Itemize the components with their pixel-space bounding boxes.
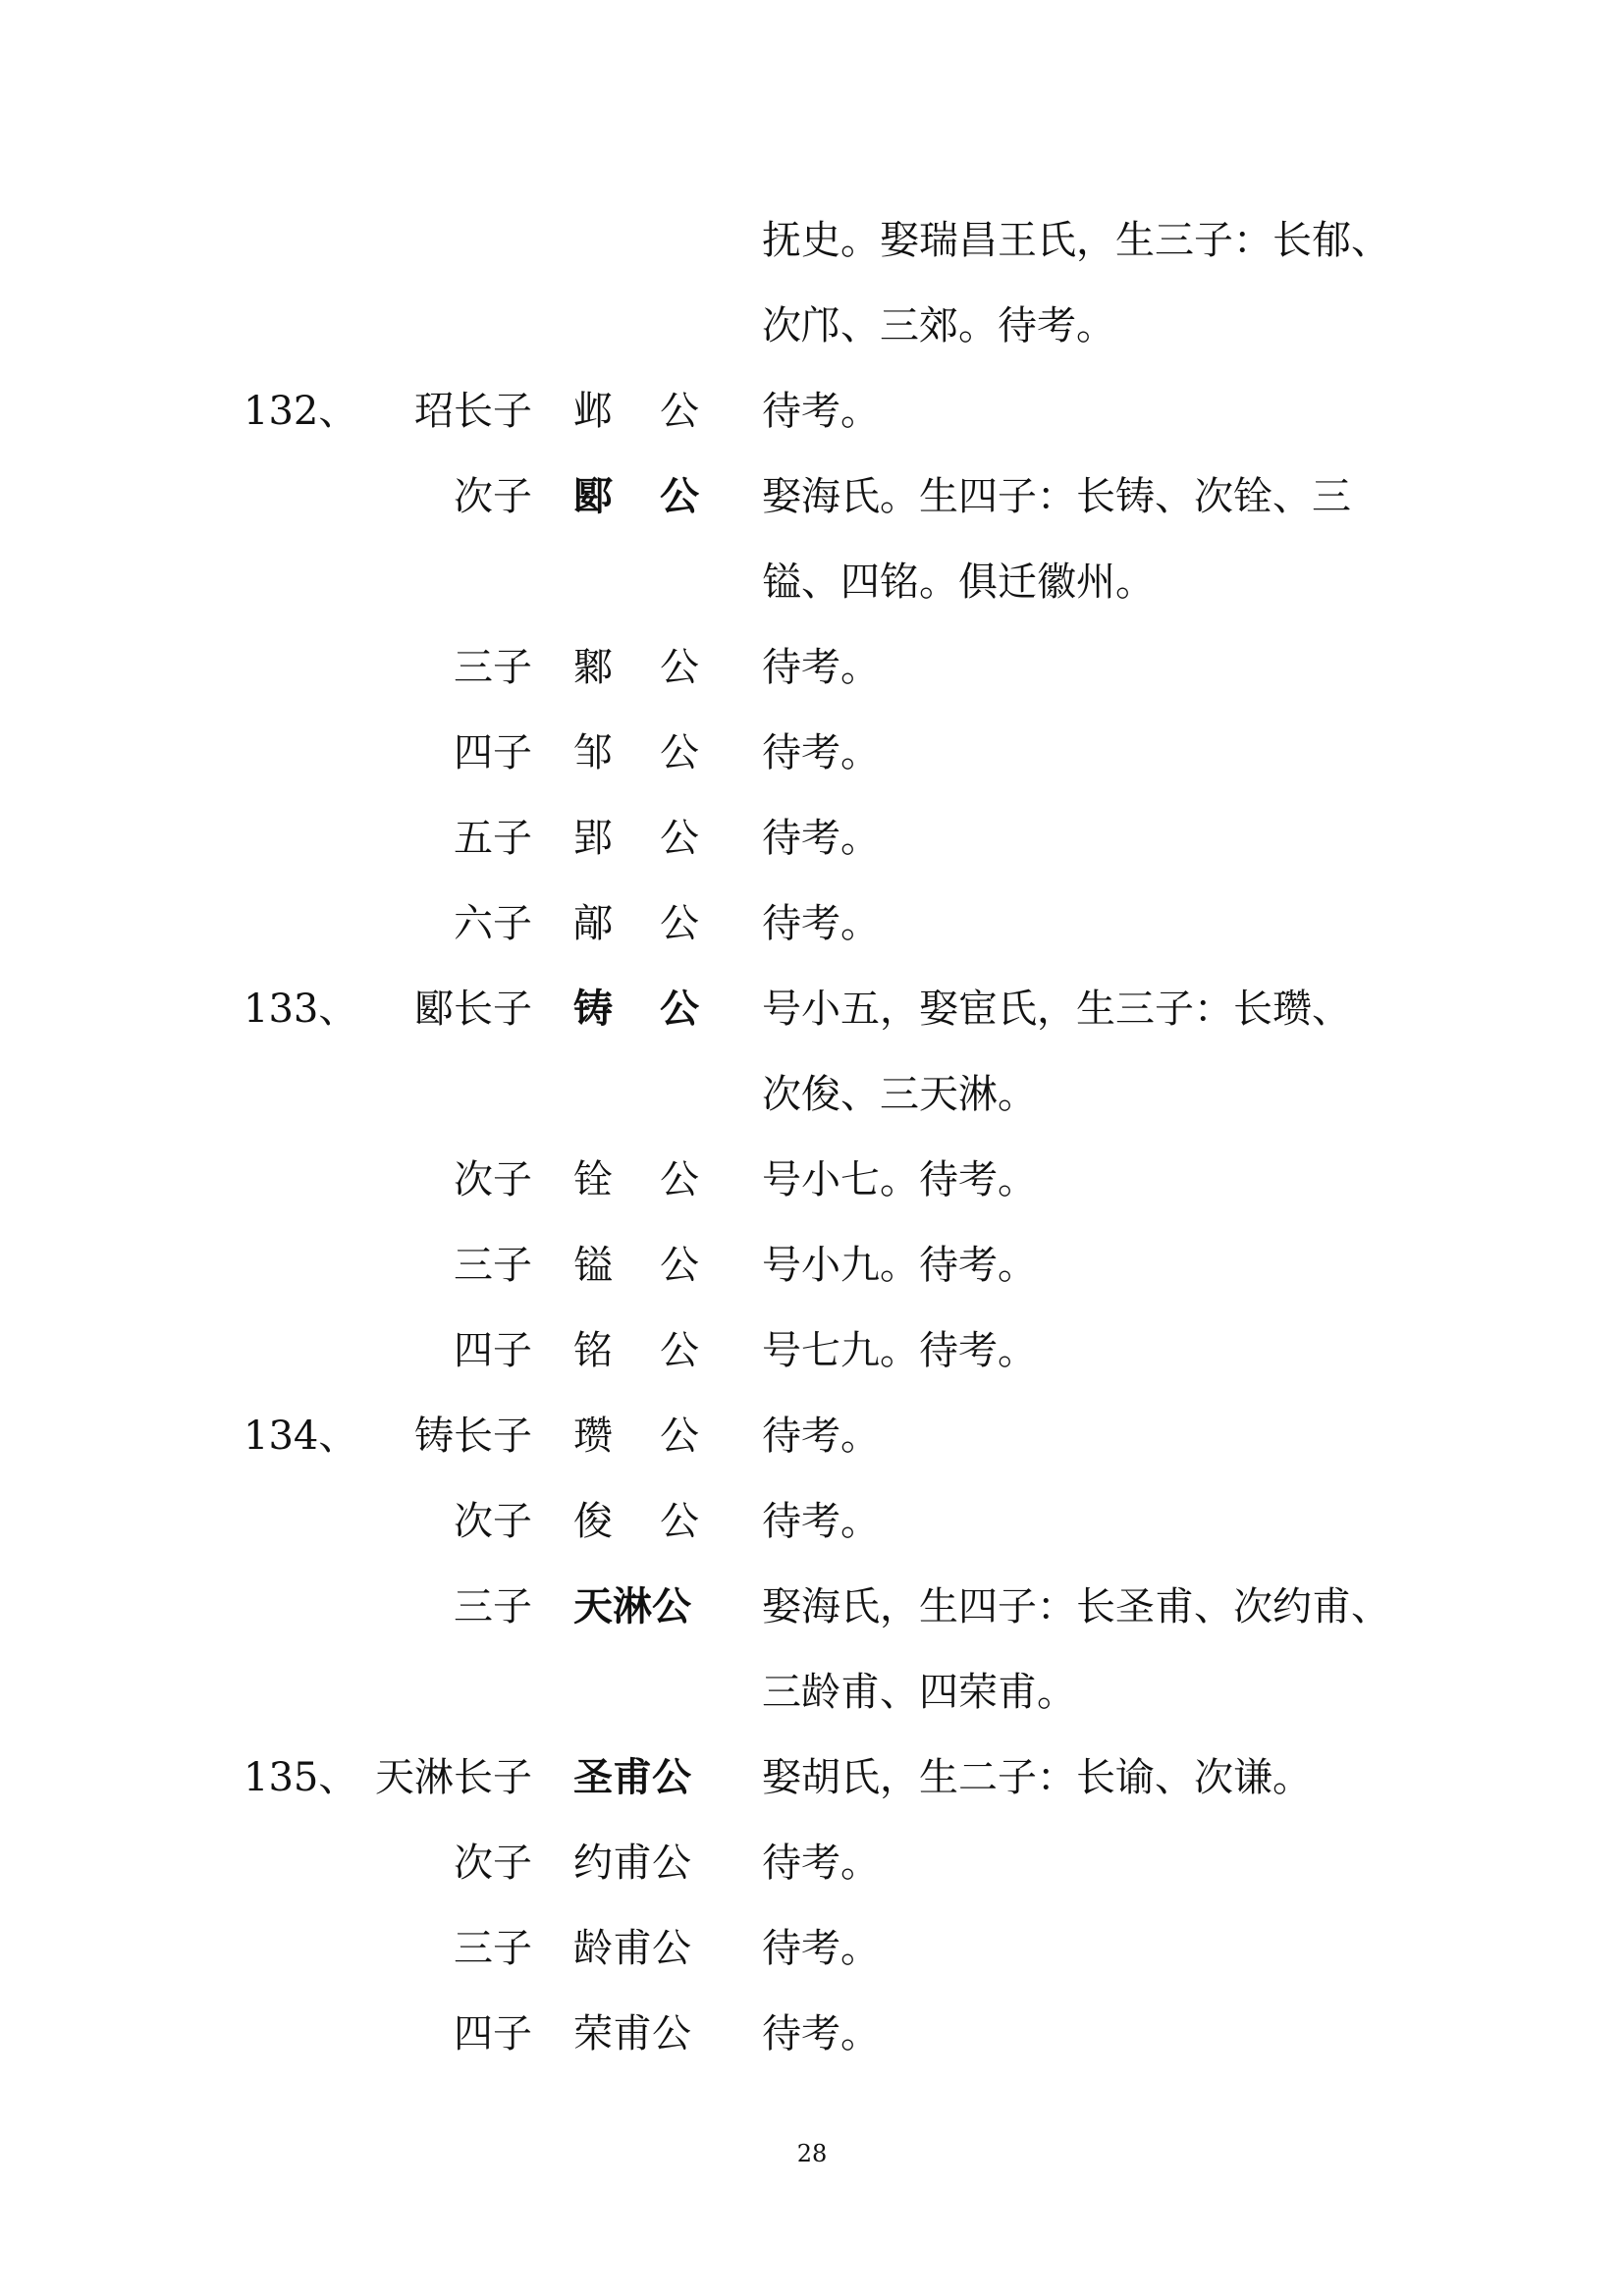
entry-name: 镒公 [573, 1243, 746, 1288]
entry-number: 133、 [244, 987, 358, 1032]
genealogy-entry [0, 372, 1624, 451]
entry-description: 娶海氏。生四子：长铸、次铨、三 [762, 474, 1351, 519]
entry-name: 龄甫公 [573, 1926, 691, 1971]
genealogy-entry [0, 1824, 1624, 1902]
entry-number: 135、 [244, 1755, 358, 1800]
genealogy-entry [0, 1738, 1624, 1817]
genealogy-entry [0, 628, 1624, 707]
genealogy-entry [0, 1141, 1624, 1219]
genealogy-entry [0, 1311, 1624, 1390]
entry-relation: 天淋长子 [375, 1755, 532, 1800]
entry-description: 待考。 [762, 730, 880, 775]
entry-name: 铭公 [573, 1328, 746, 1373]
entry-relation: 三子 [454, 1243, 532, 1288]
entry-name: 铸公 [573, 987, 746, 1032]
entry-description: 号小五，娶宦氏，生三子：长瓒、 [762, 987, 1351, 1032]
entry-description: 娶胡氏，生二子：长谕、次谦。 [762, 1755, 1312, 1800]
genealogy-entry [0, 1482, 1624, 1561]
entry-description: 待考。 [762, 1414, 880, 1459]
entry-description: 号小九。待考。 [762, 1243, 1037, 1288]
entry-relation: 次子 [454, 474, 532, 519]
genealogy-line [0, 287, 1624, 365]
entry-relation: 郾长子 [414, 987, 532, 1032]
entry-name: 约甫公 [573, 1841, 691, 1886]
entry-name: 鄗公 [573, 901, 746, 946]
genealogy-entry [0, 799, 1624, 878]
entry-relation: 三子 [454, 1926, 532, 1971]
entry-description: 抚史。娶瑞昌王氏，生三子：长郁、 [762, 218, 1390, 263]
entry-description: 待考。 [762, 1499, 880, 1544]
entry-description: 待考。 [762, 1926, 880, 1971]
entry-description: 次邝、三郊。待考。 [762, 303, 1115, 348]
genealogy-entry [0, 970, 1624, 1048]
entry-name: 天淋公 [573, 1584, 691, 1629]
entry-description: 镒、四铭。俱迁徽州。 [762, 560, 1155, 605]
genealogy-entry [0, 457, 1624, 536]
genealogy-entry [0, 1909, 1624, 1988]
entry-name: 俊公 [573, 1499, 746, 1544]
entry-relation: 五子 [454, 816, 532, 861]
genealogy-entry [0, 714, 1624, 792]
entry-number: 134、 [244, 1414, 358, 1459]
entry-relation: 次子 [454, 1499, 532, 1544]
genealogy-entry [0, 1568, 1624, 1646]
entry-name: 郾公 [573, 474, 746, 519]
entry-description: 待考。 [762, 901, 880, 946]
entry-relation: 三子 [454, 1584, 532, 1629]
entry-relation: 铸长子 [414, 1414, 532, 1459]
genealogy-line [0, 201, 1624, 280]
entry-relation: 玿长子 [414, 389, 532, 434]
genealogy-entry [0, 1995, 1624, 2073]
entry-description: 待考。 [762, 2011, 880, 2056]
entry-name: 邹公 [573, 730, 746, 775]
genealogy-entry [0, 884, 1624, 963]
entry-relation: 四子 [454, 1328, 532, 1373]
entry-relation: 六子 [454, 901, 532, 946]
entry-number: 132、 [244, 389, 358, 434]
entry-name: 圣甫公 [573, 1755, 691, 1800]
entry-description: 号七九。待考。 [762, 1328, 1037, 1373]
entry-description: 次俊、三天淋。 [762, 1072, 1037, 1117]
entry-relation: 次子 [454, 1157, 532, 1202]
genealogy-entry [0, 1397, 1624, 1475]
entry-description: 待考。 [762, 816, 880, 861]
entry-name: 荣甫公 [573, 2011, 691, 2056]
entry-name: 铨公 [573, 1157, 746, 1202]
genealogy-line [0, 543, 1624, 621]
entry-description: 三龄甫、四荣甫。 [762, 1670, 1076, 1715]
entry-description: 娶海氏，生四子：长圣甫、次约甫、 [762, 1584, 1390, 1629]
entry-description: 待考。 [762, 389, 880, 434]
genealogy-line [0, 1653, 1624, 1732]
entry-relation: 四子 [454, 2011, 532, 2056]
entry-description: 号小七。待考。 [762, 1157, 1037, 1202]
entry-relation: 三子 [454, 645, 532, 690]
entry-name: 鄹公 [573, 645, 746, 690]
entry-relation: 四子 [454, 730, 532, 775]
entry-name: 瓒公 [573, 1414, 746, 1459]
entry-description: 待考。 [762, 1841, 880, 1886]
entry-relation: 次子 [454, 1841, 532, 1886]
entry-name: 邺公 [573, 389, 746, 434]
entry-name: 郢公 [573, 816, 746, 861]
page-number: 28 [796, 2140, 828, 2167]
genealogy-line [0, 1055, 1624, 1134]
entry-description: 待考。 [762, 645, 880, 690]
genealogy-entry [0, 1226, 1624, 1305]
